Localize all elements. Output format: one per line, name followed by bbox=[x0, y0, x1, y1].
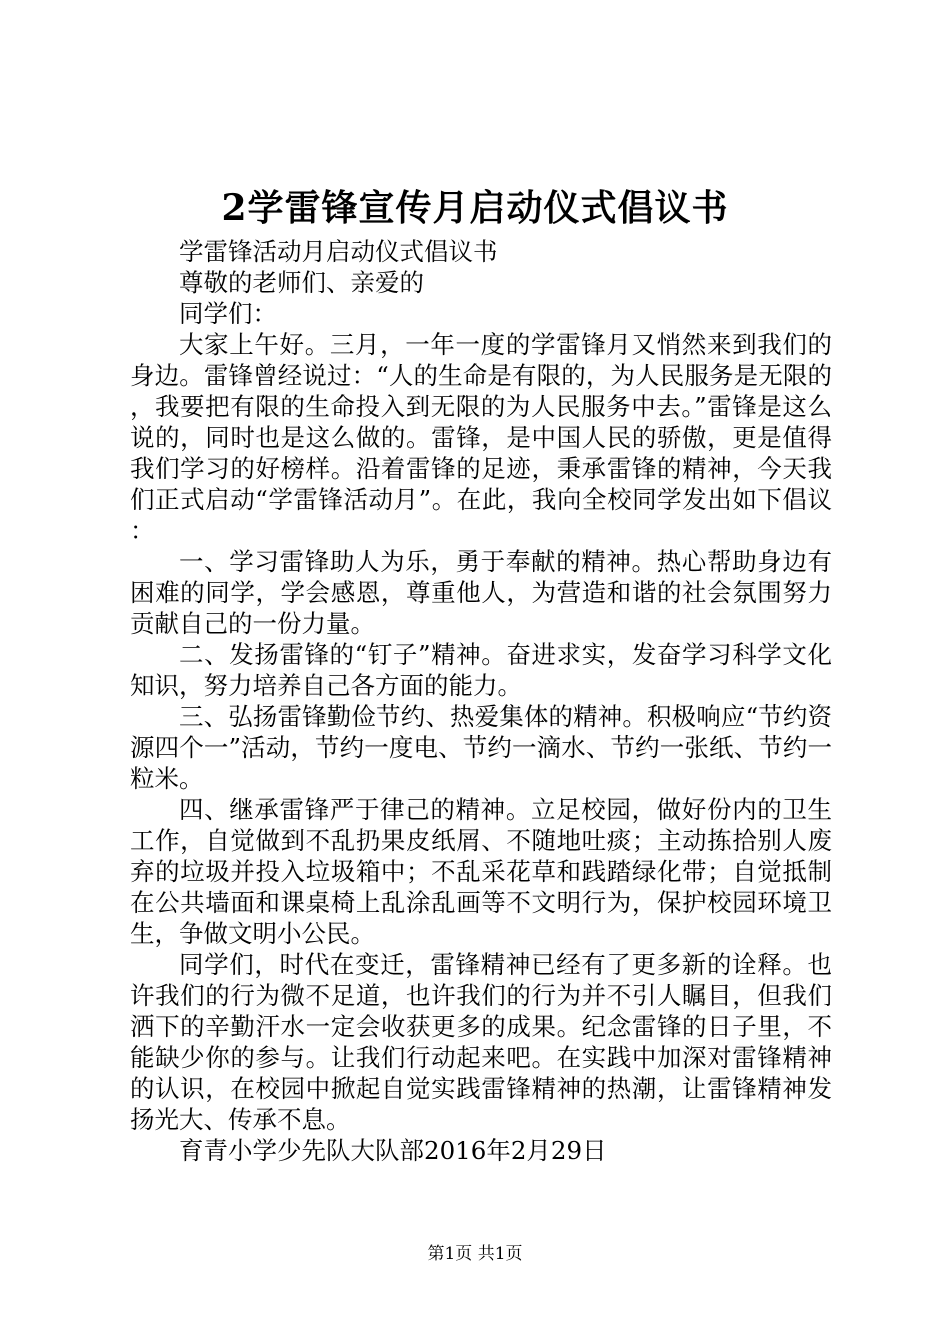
proposal-four-paragraph: 四、继承雷锋严于律己的精神。立足校园，做好份内的卫生工作，自觉做到不乱扔果皮纸屑、不随地吐痰；主动拣拾别人废弃的垃圾并投入垃圾箱中；不乱采花草和践踏绿化带；自觉抵制在公共墙面和课桌椅上乱涂乱画等不文明行为，保护校园环境卫生，争做文明小公民。 bbox=[130, 795, 832, 948]
closing-paragraph: 同学们，时代在变迁，雷锋精神已经有了更多新的诠释。也许我们的行为微不足道，也许我们的行为并不引人瞩目，但我们洒下的辛勤汗水一定会收获更多的成果。纪念雷锋的日子里，不能缺少你的参与。让我们行动起来吧。在实践中加深对雷锋精神的认识，在校园中掀起自觉实践雷锋精神的热潮，让雷锋精神发扬光大、传承不息。 bbox=[130, 950, 832, 1134]
proposal-one-paragraph: 一、学习雷锋助人为乐，勇于奉献的精神。热心帮助身边有困难的同学，学会感恩，尊重他人，为营造和谐的社会氛围努力贡献自己的一份力量。 bbox=[130, 547, 832, 638]
salutation-paragraph-cont: 同学们： bbox=[179, 299, 277, 328]
page-footer: 第1页 共1页 bbox=[427, 1244, 523, 1264]
document-title: 2学雷锋宣传月启动仪式倡议书 bbox=[221, 187, 729, 229]
salutation-paragraph: 尊敬的老师们、亲爱的 bbox=[179, 268, 424, 297]
document-body bbox=[130, 236, 832, 1166]
signature-paragraph: 育青小学少先队大队部2016年2月29日 bbox=[179, 1136, 607, 1165]
proposal-two-paragraph: 二、发扬雷锋的“钉子”精神。奋进求实，发奋学习科学文化知识，努力培养自己各方面的能力。 bbox=[130, 640, 832, 700]
subtitle-paragraph: 学雷锋活动月启动仪式倡议书 bbox=[179, 237, 498, 266]
intro-paragraph: 大家上午好。三月，一年一度的学雷锋月又悄然来到我们的身边。雷锋曾经说过：“人的生命是有限的，为人民服务是无限的，我要把有限的生命投入到无限的为人民服务中去。”雷锋是这么说的，同时也是这么做的。雷锋，是中国人民的骄傲，更是值得我们学习的好榜样。沿着雷锋的足迹，秉承雷锋的精神，今天我们正式启动“学雷锋活动月”。在此，我向全校同学发出如下倡议： bbox=[130, 330, 832, 545]
proposal-three-paragraph: 三、弘扬雷锋勤俭节约、热爱集体的精神。积极响应“节约资源四个一”活动，节约一度电、节约一滴水、节约一张纸、节约一粒米。 bbox=[130, 702, 832, 793]
